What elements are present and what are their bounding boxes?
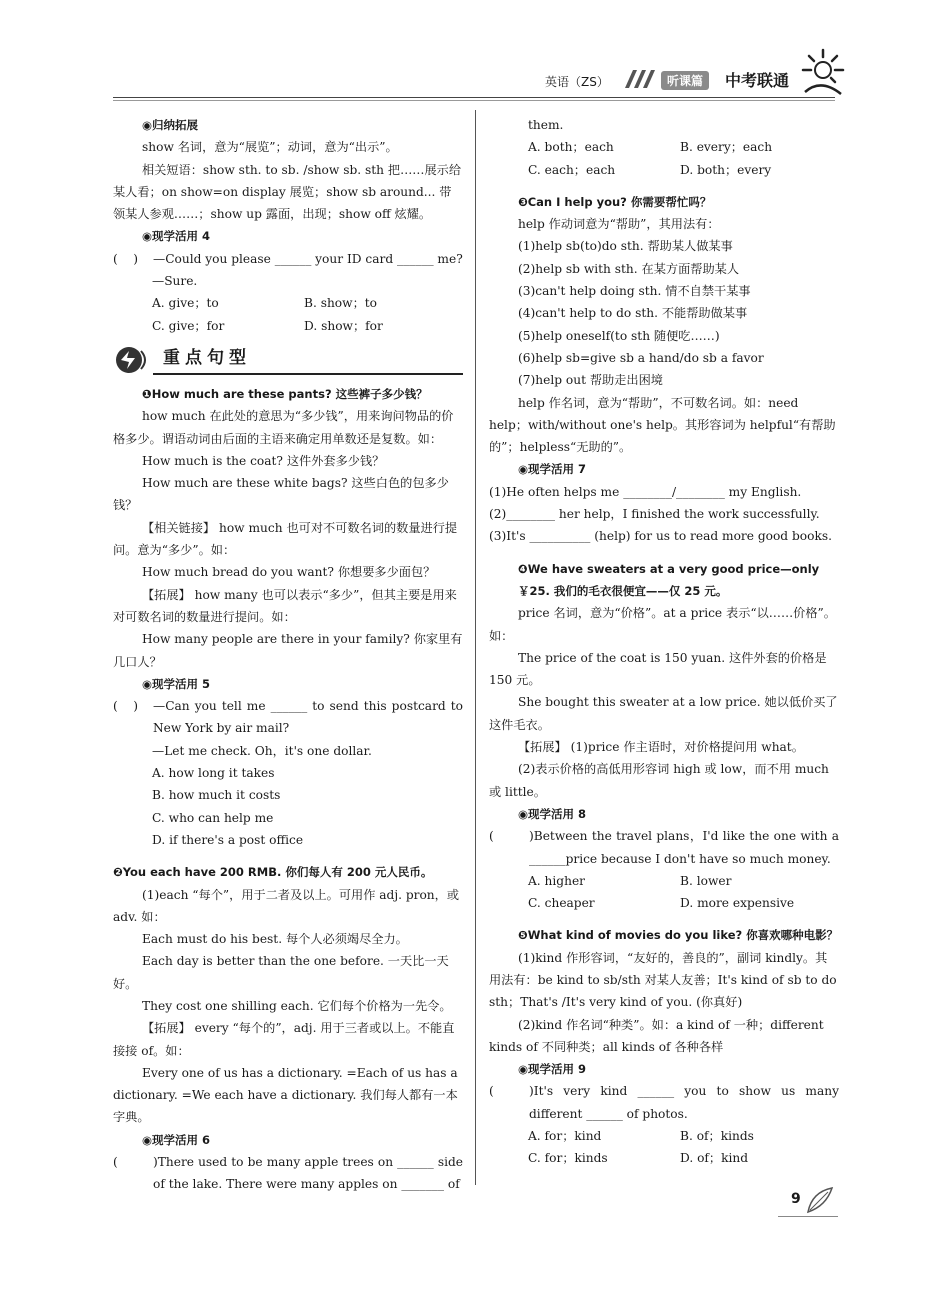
answer-bracket[interactable]: ( [113,1155,134,1170]
example: Each must do his best. 每个人必须竭尽全力。 [142,932,408,947]
option: C. cheaper [528,896,595,911]
usage-item: (7)help out 帮助走出困境 [518,373,663,388]
options-row [489,870,839,892]
question-8 [489,825,839,870]
options-row [489,1147,839,1169]
question-4 [113,248,463,270]
example: They cost one shilling each. 它们每个价格为一先令。 [142,998,452,1013]
answer-bracket[interactable]: ( ) [113,251,139,266]
option: A. how long it takes [152,766,275,781]
page-number-block [778,1186,830,1216]
right-column [489,114,839,1170]
paragraph: (2)表示价格的高低用形容词 high 或 low，而不用 much 或 little。 [489,762,829,799]
option: A. for；kind [528,1129,602,1144]
usage-item: (3)can't help doing sth. 情不自禁干某事 [518,284,751,299]
sentence-heading: ❹We have sweaters at a very good price—only ￥25. 我们的毛衣很便宜——仅 25 元。 [518,561,820,598]
left-column [113,114,463,1196]
paragraph: help 作名词，意为“帮助”，不可数名词。如：need help；with/without one's help。其形容词为 helpful“有帮助的”；helpless“无助的”。 [489,395,836,455]
option: A. give；to [152,296,219,311]
option: D. both；every [680,162,772,177]
question-text: (1)He often helps me ________/________ my English. [489,484,802,499]
header-rule-thin [113,100,835,101]
example: How much are these white bags? 这些白色的包多少钱？ [113,476,449,513]
question-text: —Could you please ______ your ID card ______ me? [153,251,463,266]
paragraph: how much 在此处的意思为“多少钱”，用来询问物品的价格多少。谓语动词由后面的主语来确定用单数还是复数。如： [113,409,454,446]
sentence-heading: ❸Can I help you? 你需要帮忙吗？ [518,194,712,209]
paragraph: help 作动词意为“帮助”，其用法有： [518,217,720,232]
paragraph: show 名词，意为“展览”；动词，意为“出示”。 [142,140,398,155]
sentence-heading: ❶How much are these pants? 这些裤子多少钱？ [142,386,428,401]
example: She bought this sweater at a low price. 她以低价买了这件毛衣。 [489,695,838,732]
usage-item: (5)help oneself(to sth 随便吃……) [518,328,720,343]
section-badge-icon [113,345,149,375]
option: A. both；each [528,140,614,155]
stripes-icon [625,70,661,88]
page-header [113,48,835,100]
options-row [113,292,463,314]
exercise-heading: ◉现学活用 4 [142,229,211,244]
usage-item: (6)help sb=give sb a hand/do sb a favor [518,350,764,365]
header-listen-badge: 听课篇 [661,71,709,90]
example: Every one of us has a dictionary. =Each of us has a dictionary. =We each have a dictionary. 我们每人都有一本字典。 [113,1065,458,1125]
section-banner [113,343,463,379]
header-rule [113,97,835,98]
option: C. give；for [152,318,225,333]
paragraph: 【拓展】 every “每个的”，adj. 用于三者或以上。不能直接接 of。如： [113,1021,455,1058]
section-title: 重点句型 [163,347,251,368]
usage-item: (2)help sb with sth. 在某方面帮助某人 [518,261,740,276]
exercise-heading: ◉现学活用 7 [518,462,587,477]
answer-bracket[interactable]: ( [489,829,510,844]
header-subject: 英语（ZS） [545,75,609,89]
question-text: —Let me check. Oh，it's one dollar. [152,743,372,758]
option: D. more expensive [680,896,795,911]
footer-rule [778,1216,838,1217]
option: D. of；kind [680,1151,749,1166]
example: How many people are there in your family? 你家里有几口人？ [113,632,463,669]
options-row [489,1125,839,1147]
option: D. show；for [304,318,383,333]
answer-bracket[interactable]: ( [489,1084,510,1099]
paragraph: price 名词，意为“价格”。at a price 表示“以……价格”。如： [489,606,836,643]
question-5 [113,695,463,740]
usage-item: (4)can't help to do sth. 不能帮助做某事 [518,306,748,321]
option: C. who can help me [152,810,274,825]
paragraph: 【拓展】 how many 也可以表示“多少”，但其主要是用来对可数名词的数量进行提问。如： [113,587,457,624]
paragraph: (2)kind 作名词“种类”。如：a kind of 一种；different kinds of 不同种类；all kinds of 各种各样 [489,1017,824,1054]
option: C. each；each [528,162,616,177]
heading-summary: ◉归纳拓展 [142,118,199,132]
paragraph: 相关短语：show sth. to sb. /show sb. sth 把……展示给某人看；on show=on display 展览；show sb around... 带领某人参观……；show up 露面，出现；show off 炫耀。 [113,162,462,222]
question-text: )There used to be many apple trees on ______ side of the lake. There were many apples on _______ of [153,1155,463,1192]
question-text: )Between the travel plans，I'd like the one with a ______price because I don't have so much money. [529,829,839,866]
example: How much is the coat? 这件外套多少钱？ [142,453,385,468]
answer-bracket[interactable]: ( ) [113,699,139,714]
options-row [113,315,463,337]
options-row [489,892,839,914]
option: D. if there's a post office [152,832,304,847]
question-text: )It's very kind ______ you to show us many different ______ of photos. [529,1084,839,1121]
question-text: (3)It's __________ (help) for us to read more good books. [489,529,832,544]
question-9 [489,1080,839,1125]
column-divider [475,110,476,1185]
paragraph: (1)kind 作形容词，“友好的，善良的”，副词 kindly。其用法有：be kind to sb/sth 对某人友善；It's kind of sb to do sth；That's /It's very kind of you. (你真好) [489,950,837,1010]
sun-logo-icon [801,48,845,98]
usage-item: (1)help sb(to)do sth. 帮助某人做某事 [518,239,733,254]
exercise-heading: ◉现学活用 6 [142,1132,211,1147]
header-title: 中考联通 [725,71,790,90]
option: B. of；kinds [680,1129,754,1144]
option: C. for；kinds [528,1151,608,1166]
sentence-heading: ❷You each have 200 RMB. 你们每人有 200 元人民币。 [113,865,433,880]
option: B. every；each [680,140,773,155]
option: A. higher [528,873,585,888]
example: How much bread do you want? 你想要多少面包？ [142,565,436,580]
paragraph: (1)each “每个”，用于二者及以上。可用作 adj. pron，或 adv. 如： [113,887,460,924]
exercise-heading: ◉现学活用 9 [518,1062,587,1077]
question-6 [113,1151,463,1196]
exercise-heading: ◉现学活用 8 [518,806,587,821]
paragraph: 【拓展】 (1)price 作主语时，对价格提问用 what。 [518,740,804,755]
example: The price of the coat is 150 yuan. 这件外套的价格是 150 元。 [489,650,827,688]
page-number: 9 [791,1191,801,1207]
option: B. show；to [304,296,378,311]
question-text: them. [528,118,564,132]
sentence-heading: ❺What kind of movies do you like? 你喜欢哪种电影？ [518,928,839,943]
leaf-ornament-icon [806,1186,834,1214]
example: Each day is better than the one before. 一天比一天好。 [113,954,449,991]
question-text: —Can you tell me ______ to send this postcard to New York by air mail? [153,699,463,736]
exercise-heading: ◉现学活用 5 [142,676,211,691]
options-row [489,159,839,181]
paragraph: 【相关链接】 how much 也可对不可数名词的数量进行提问。意为“多少”。如： [113,520,458,558]
question-text: (2)________ her help，I finished the work successfully. [489,507,820,522]
option: B. lower [680,873,732,888]
banner-rule [153,373,463,375]
question-text: —Sure. [152,274,198,289]
options-row [489,136,839,158]
option: B. how much it costs [152,788,281,803]
